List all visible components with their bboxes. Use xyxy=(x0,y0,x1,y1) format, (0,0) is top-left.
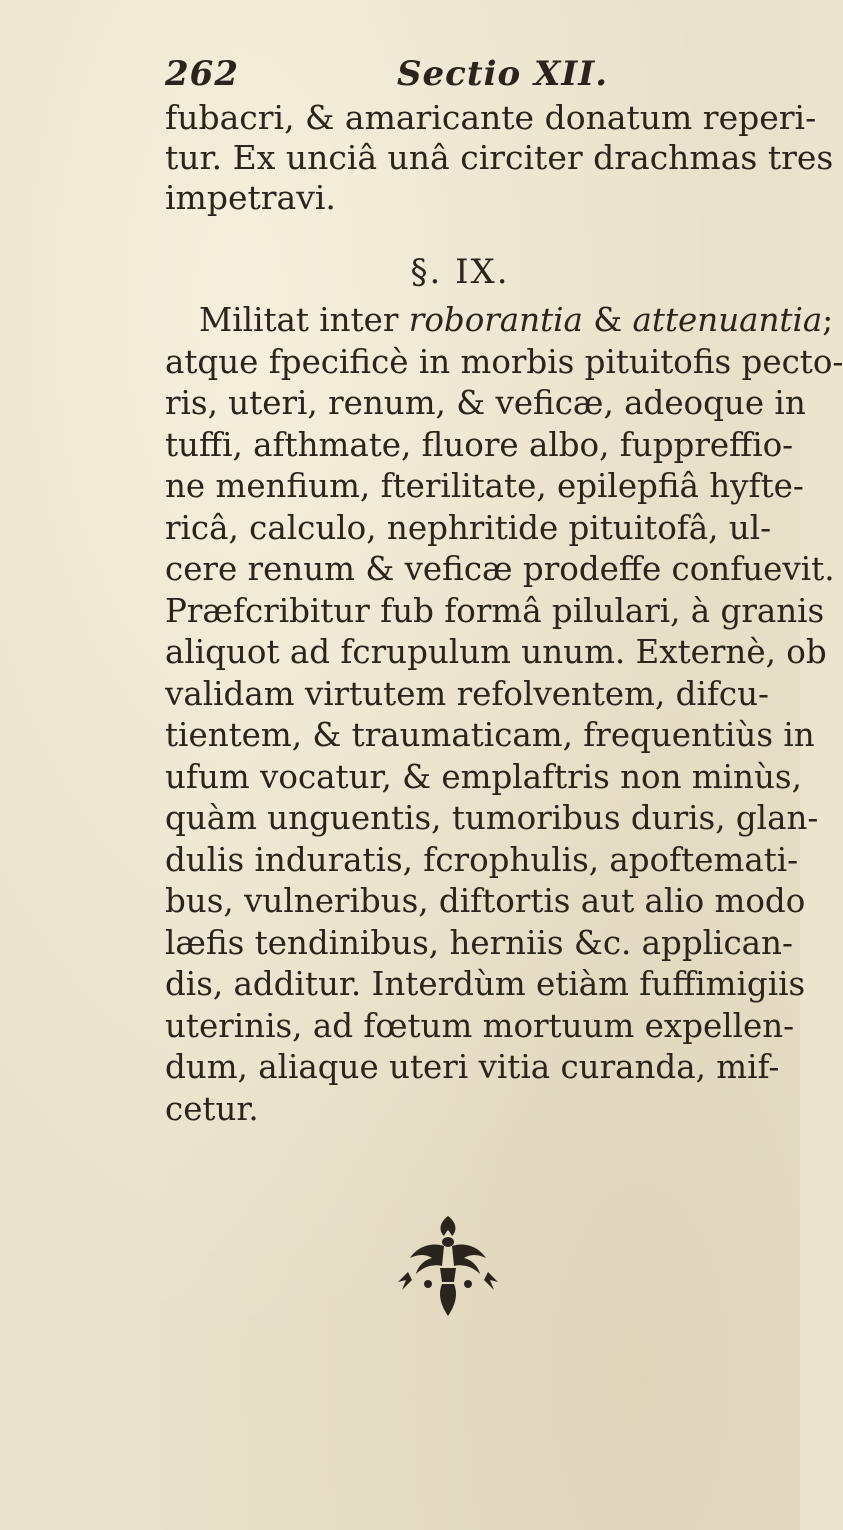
text-run: Militat inter xyxy=(199,301,409,339)
page-header xyxy=(165,54,755,100)
text-line: fubacri, & amaricante donatum reperi- xyxy=(165,98,817,137)
text-line: tuffi, afthmate, fluore albo, fuppreffio- xyxy=(165,425,794,464)
text-line: ne menfium, fterilitate, epilepfiâ hyfte- xyxy=(165,467,804,505)
text-line-first xyxy=(165,300,834,342)
text-line: læfis tendinibus, herniis &c. applican- xyxy=(165,923,793,962)
text-line: dum, aliaque uteri vitia curanda, mif- xyxy=(165,1048,780,1086)
text-line: Præfcribitur fub formâ pilulari, à granis xyxy=(165,591,825,630)
text-line: quàm unguentis, tumoribus duris, glan- xyxy=(165,799,819,837)
floral-tailpiece-icon xyxy=(388,1212,508,1322)
text-line: bus, vulneribus, diftortis aut alio modo xyxy=(165,882,806,920)
text-run: ; xyxy=(822,301,834,339)
text-line: ris, uteri, renum, & veficæ, adeoque in xyxy=(165,384,806,422)
section-heading: §. IX. xyxy=(410,252,510,292)
main-paragraph xyxy=(165,300,843,1130)
italic-term-roborantia: roborantia xyxy=(408,301,583,339)
text-line: cere renum & veficæ prodeffe confuevit. xyxy=(165,550,835,588)
text-run: & xyxy=(582,301,633,339)
running-head: Sectio XII. xyxy=(397,54,609,94)
continued-paragraph xyxy=(165,98,834,218)
text-line: atque fpecificè in morbis pituitofis pecto- xyxy=(165,342,843,381)
text-line: aliquot ad fcrupulum unum. Externè, ob xyxy=(165,633,827,671)
text-line: ufum vocatur, & emplaftris non minùs, xyxy=(165,757,802,796)
text-line: validam virtutem refolventem, difcu- xyxy=(165,674,769,713)
text-line: dis, additur. Interdùm etiàm fuffimigiis xyxy=(165,965,806,1003)
italic-term-attenuantia: attenuantia xyxy=(632,301,823,339)
text-line: ricâ, calculo, nephritide pituitofâ, ul- xyxy=(165,508,772,547)
text-line: tientem, & traumaticam, frequentiùs in xyxy=(165,716,815,754)
page-number: 262 xyxy=(165,54,239,94)
text-line: dulis induratis, fcrophulis, apoftemati- xyxy=(165,840,799,879)
text-line: uterinis, ad fœtum mortuum expellen- xyxy=(165,1006,795,1045)
text-line: impetravi. xyxy=(165,178,336,217)
text-line: cetur. xyxy=(165,1089,259,1128)
text-line: tur. Ex unciâ unâ circiter drachmas tres xyxy=(165,138,834,177)
